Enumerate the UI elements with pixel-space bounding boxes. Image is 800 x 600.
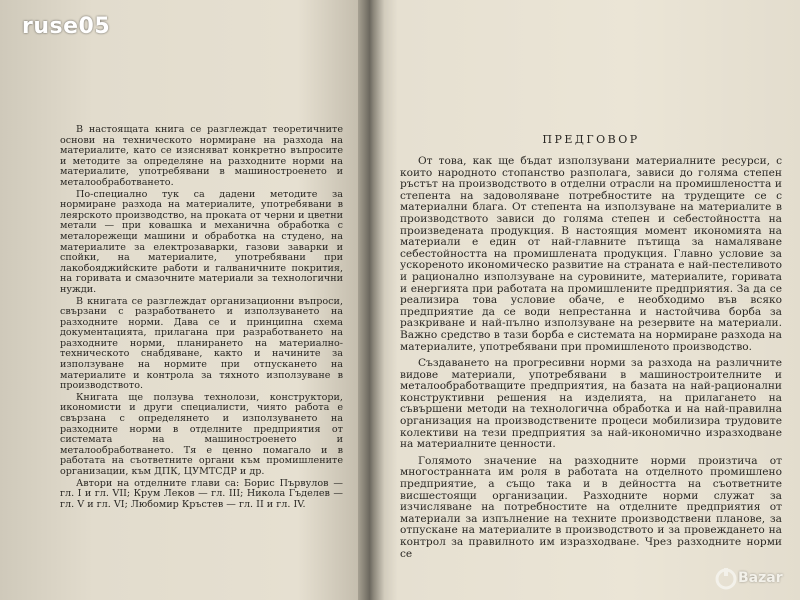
- right-paragraph: Голямото значение на разходните норми произтича от многостранната им роля в работата на отделното промишлено предприятие, а също така и в дейността на съответните висшестоящи организации. Разходните норми служат за изчисляване на потребностите на отделните предприятия от материали за изпълнение на техните производствени планове, за отпускане на материалите в производството и за провеждането на контрол за правилното им изразходване. Чрез разходните норми се: [400, 454, 782, 560]
- left-paragraph: В книгата се разглеждат организационни въпроси, свързани с разработването и използуването на разходните норми. Дава се и принципна схема документацията, прилагана при разработването на разходните норми, планирането на материално-техническото снабдяване, както и начините за използуване на нормите при отпускането на материалите и контрола за тяхното използуване в производството.: [60, 295, 343, 392]
- left-paragraph: В настоящата книга се разглеждат теоретичните основи на техническото нормиране на разхода на материалите, като се изясняват конкретно въпросите и методите за определяне на разходните норми на материалите, употребявани в машиностроенето и металообработването.: [60, 124, 343, 188]
- right-page-text: [400, 133, 782, 565]
- book-gutter: [358, 0, 384, 600]
- logo-text: Bazar: [738, 570, 783, 586]
- left-paragraph: По-специално тук са дадени методите за нормиране разхода на материалите, употребявани в леярското производство, на проката от черни и цветни метали — при ковашка и механична обработка с металорежещи машини и обработка на студено, на материалите за електрозаварки, газови заварки и спойки, на материалите, употребявани при лакобояджийските работи и галваничните покрития, на горивата и смазочните материали за технологични нужди.: [60, 188, 343, 295]
- bazar-logo-icon: [714, 568, 738, 590]
- right-paragraph: От това, как ще бъдат използувани материалните ресурси, с които народното стопанство разполага, зависи до голяма степен ръстът на производството в отделни отрасли на промишлеността и степента на задоволяване потребностите на трудещите се с материални блага. От степента на използуване на материалите в производството зависи до голяма степен и себестойността на произведената продукция. В настоящия момент икономията на материали е един от най-главните пътища за намаляване себестойността на промишлената продукция. Главно условие за ускореното икономическо развитие на страната е най-пестеливото и рационално използуване на суровините, материалите, горивата и енергията при работата на промишлените предприятия. За да се реализира това условие обаче, е необходимо във всяко предприятие да се води непрестанна и настойчива борба за разкриване и най-пълно използуване на резервите на материали. Важно средство в тази борба е системата на нормиране разхода на материалите, употребявани при промишленото производство.: [400, 155, 782, 353]
- left-paragraph: Книгата ще ползува технолози, конструктори, икономисти и други специалисти, чиято работа е свързана с определянето и използуването на разходните норми в отделните предприятия от системата на машиностроенето и металообработването. Тя е ценно помагало и в работата на съответните органи към промишлените организации, към ДПК, ЦУМТСДР и др.: [60, 391, 343, 477]
- page-title: ПРЕДГОВОР: [542, 133, 640, 146]
- right-paragraph: Създаването на прогресивни норми за разхода на различните видове материали, употребявани в машиностроителните и металообработващите предприятия, на базата на най-рационални конструктивни решения на изделията, на прилагането на съвършени методи на технологична обработка и на най-правилна организация на производствените процеси мобилизира трудовите колективи на тези предприятия за най-икономично изразходване на материалните ценности.: [400, 357, 782, 451]
- left-page-text: [60, 125, 343, 511]
- authors-note: Автори на отделните глави са: Борис Първулов — гл. I и гл. VII; Крум Леков — гл. III; Никола Гъделев — гл. V и гл. VI; Любомир Кръстев — гл. II и гл. IV.: [60, 477, 343, 510]
- seller-watermark: ruse05: [22, 14, 111, 39]
- marketplace-logo: [714, 566, 788, 594]
